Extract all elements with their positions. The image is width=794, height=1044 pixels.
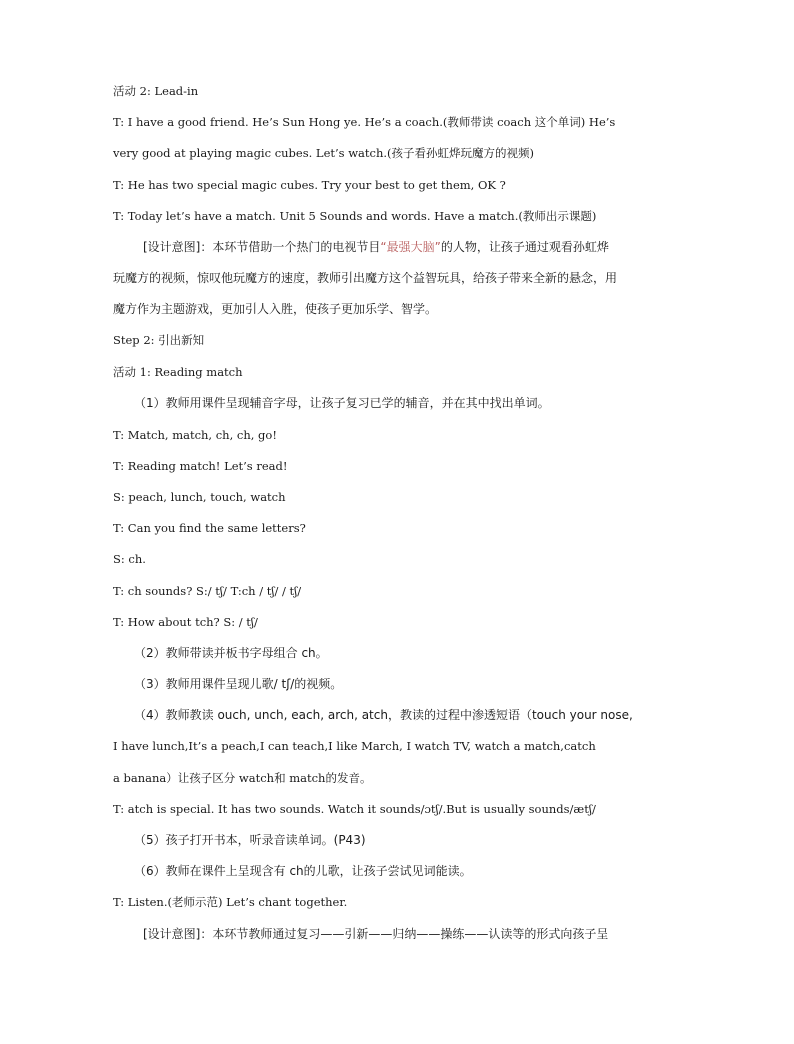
dialogue-line: S: peach, lunch, touch, watch (113, 490, 286, 504)
design-intent-paragraph (143, 239, 733, 255)
dialogue-line: S: ch. (113, 552, 146, 566)
dialogue-line: T: ch sounds? S:/ tʃ/ T:ch / tʃ/ / tʃ/ (113, 584, 302, 598)
numbered-item: （4）教师教读 ouch, unch, each, arch, atch，教读的过程中渗透短语（touch your nose, (134, 708, 633, 722)
numbered-item: （3）教师用课件呈现儿歌/ tʃ/的视频。 (134, 677, 343, 691)
step-2-heading: Step 2: 引出新知 (113, 333, 205, 347)
numbered-item: （5）孩子打开书本，听录音读单词。(P43) (134, 833, 366, 847)
activity-1-heading: 活动 1: Reading match (113, 365, 243, 379)
dialogue-line: T: Match, match, ch, ch, go! (113, 428, 277, 442)
dialogue-line: T: Listen.(老师示范) Let’s chant together. (113, 895, 348, 909)
paragraph-line: I have lunch,It’s a peach,I can teach,I like March, I watch TV, watch a match,catch (113, 739, 596, 753)
paragraph-line: 玩魔方的视频，惊叹他玩魔方的速度，教师引出魔方这个益智玩具，给孩子带来全新的悬念，用 (113, 271, 618, 285)
numbered-item: （6）教师在课件上呈现含有 ch的儿歌，让孩子尝试见词能读。 (134, 864, 472, 878)
paragraph-line: a banana）让孩子区分 watch和 match的发音。 (113, 771, 372, 785)
dialogue-line: T: Today let’s have a match. Unit 5 Sounds and words. Have a match.(教师出示课题) (113, 209, 597, 223)
design-intent-text: 的人物，让孩子通过观看孙虹烨 (440, 240, 609, 254)
dialogue-line: very good at playing magic cubes. Let’s watch.(孩子看孙虹烨玩魔方的视频) (113, 146, 535, 160)
numbered-item: （1）教师用课件呈现辅音字母，让孩子复习已学的辅音，并在其中找出单词。 (134, 396, 550, 410)
paragraph-line: 魔方作为主题游戏，更加引人入胜，使孩子更加乐学、智学。 (113, 302, 438, 316)
dialogue-line: T: Reading match! Let’s read! (113, 459, 288, 473)
numbered-item: （2）教师带读并板书字母组合 ch。 (134, 646, 328, 660)
activity-2-heading: 活动 2: Lead-in (113, 84, 199, 98)
dialogue-line: T: I have a good friend. He’s Sun Hong ye. He’s a coach.(教师带读 coach 这个单词) He’s (113, 115, 616, 129)
tv-program-name: “最强大脑” (380, 240, 441, 254)
dialogue-line: T: atch is special. It has two sounds. Watch it sounds/ɔtʃ/.But is usually sounds/ætʃ/ (113, 802, 596, 816)
design-intent-text: [设计意图]：本环节借助一个热门的电视节目 (143, 240, 381, 254)
dialogue-line: T: He has two special magic cubes. Try your best to get them, OK ? (113, 178, 506, 192)
dialogue-line: T: Can you find the same letters? (113, 521, 306, 535)
design-intent-paragraph: [设计意图]：本环节教师通过复习——引新——归纳——操练——认读等的形式向孩子呈 (143, 927, 609, 941)
dialogue-line: T: How about tch? S: / tʃ/ (113, 615, 258, 629)
